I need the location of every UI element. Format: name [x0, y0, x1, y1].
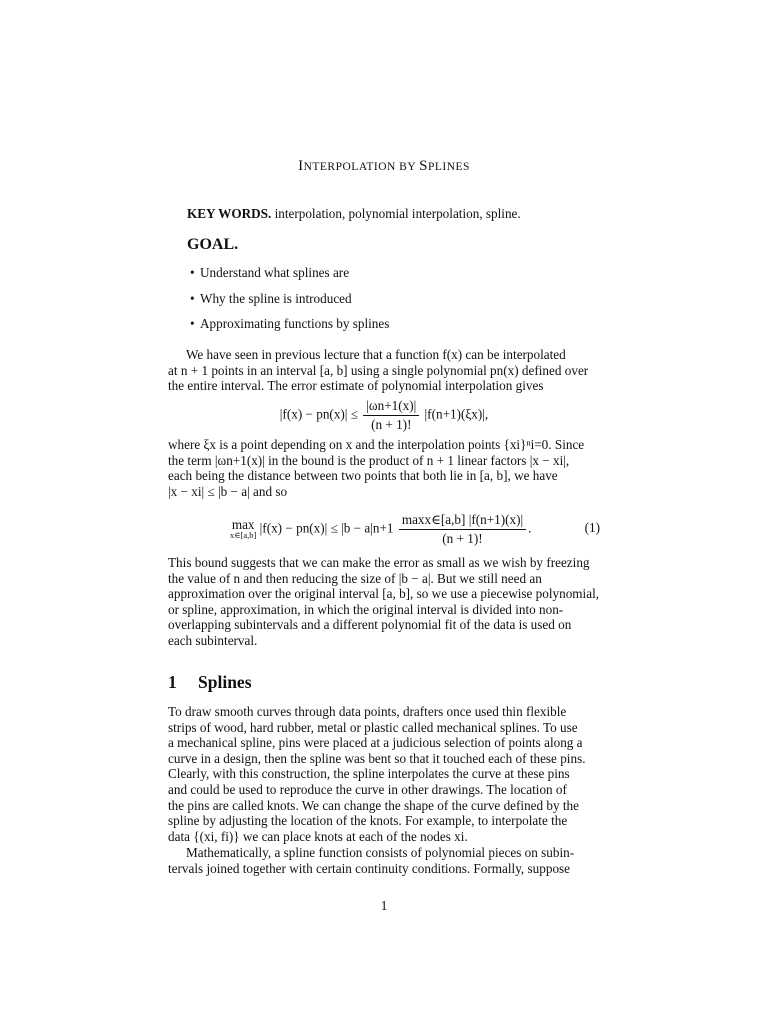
list-item: • Why the spline is introduced — [190, 290, 352, 306]
text-line: each being the distance between two points that both lie in [a, b], we have — [168, 468, 558, 484]
text-line: the value of n and then reducing the size of |b − a|. But we still need an — [168, 570, 542, 586]
list-item: • Understand what splines are — [190, 265, 350, 280]
equation-error-estimate — [0, 398, 768, 433]
paragraph-bound — [168, 437, 600, 499]
paragraph-intro — [168, 347, 600, 394]
equation-fraction — [399, 512, 526, 547]
text-line: a mechanical spline, pins were placed at a judicious selection of points along a — [168, 735, 583, 751]
text-line: This bound suggests that we can make the error as small as we wish by freezing — [168, 555, 590, 570]
text-line: or spline, approximation, in which the original interval is divided into non- — [168, 601, 564, 617]
text-line: We have seen in previous lecture that a function f(x) can be interpolated — [186, 347, 566, 362]
equation-lhs: |f(x) − pn(x)| ≤ — [279, 406, 358, 422]
text-line: To draw smooth curves through data points, drafters once used thin flexible — [168, 704, 567, 719]
text-line: where ξx is a point depending on x and the interpolation points {xi}ⁿi=0. Since — [168, 437, 585, 452]
text-line: the pins are called knots. We can change the shape of the curve defined by the — [168, 797, 580, 813]
page-title: INTERPOLATION BY SPLINES — [298, 158, 470, 174]
bullet-icon: • — [190, 290, 195, 306]
goal-bullet-list — [190, 265, 389, 342]
keywords-label: KEY WORDS. — [187, 206, 272, 221]
document-page: INTERPOLATION BY SPLINES KEY WORDS. interpolation, polynomial interpolation, spline. GOAL. • Understand what splines are • Why the spline is introduced • Approximating functions by splines We have seen in previous lecture that a function f(x) can be interpolated at n + 1 points in an interval [a, b] using a single polynomial pn(x) defined over the entire interval. The error estimate of polynomial interpolation gives |f(x) − pn(x)| ≤ $\frac{|\omega n+1(x)|}{(n + 1)!}$ |f(n+1)(ξx)|, where ξx is a point depending on x and the interpolation points {xi}ⁿi=0. Since the term |ωn+1(x)| in the bound is the product of n + 1 linear factors |x − xi|, each being the distance between two points that both lie in [a, b], we have |x − xi| ≤ |b − a| and so max x∈[a,b] |f(x) − pn(x)| ≤ |b − a|n+1 $\frac{\max x\in[a,b] |f(n+1)(x)|}{(n + 1)!}$ . (1) This bound suggests that we can make the error as small as we wish by freezing the value of n and then reducing the size of |b − a|. But we still need an approximation over the original interval [a, b], so we use a piecewise polynomial, or spline, approximation, in which the original interval is divided into non- overlapping subintervals and a different polynomial fit of the data is used on each subinterval. 1 Splines To draw smooth curves through data points, drafters once used thin flexible strips of wood, hard rubber, metal or plastic called mechanical splines. To use a mechanical spline, pins were placed at a judicious selection of points along a curve in a design, then the spline was bent so that it touched each of these pins. Clearly, with this construction, the spline interpolates the curve at these pins and could be used to reproduce the curve in other drawings. The location of the pins are called knots. We can change the shape of the curve defined by the spline by adjusting the location of the knots. For example, to interpolate the data {(xi, fi)} we can place knots at each of the nodes xi. Mathematically, a spline function consists of polynomial pieces on subin- tervals joined together with certain continuity conditions. Formally, suppose 1 — [0, 0, 768, 1024]
text-line: data {(xi, fi)} we can place knots at each of the nodes xi. — [168, 828, 468, 844]
equation-lhs: |f(x) − pn(x)| ≤ |b − a|n+1 — [259, 520, 394, 536]
text-line: at n + 1 points in an interval [a, b] using a single polynomial pn(x) defined over — [168, 362, 589, 378]
page-number: 1 — [380, 898, 388, 913]
text-line: spline by adjusting the location of the knots. For example, to interpolate the — [168, 813, 568, 829]
keywords-line — [187, 206, 619, 222]
text-line: tervals joined together with certain continuity conditions. Formally, suppose — [168, 860, 571, 876]
text-line: the entire interval. The error estimate of polynomial interpolation gives — [168, 378, 544, 394]
text-line: strips of wood, hard rubber, metal or plastic called mechanical splines. To use — [168, 719, 578, 735]
text-line: Clearly, with this construction, the spline interpolates the curve at these pins — [168, 766, 570, 782]
equation-fraction — [363, 398, 419, 433]
equation-rhs: |f(n+1)(ξx)|, — [424, 406, 489, 422]
text-line: |x − xi| ≤ |b − a| and so — [168, 483, 288, 499]
text-line: Mathematically, a spline function consists of polynomial pieces on subin- — [186, 845, 575, 860]
fraction-denominator: (n + 1)! — [442, 531, 483, 546]
paragraph-spline-function — [168, 845, 600, 876]
fraction-denominator: (n + 1)! — [371, 417, 412, 432]
fraction-numerator: maxx∈[a,b] |f(n+1)(x)| — [399, 512, 526, 530]
keywords-text: interpolation, polynomial interpolation, spline. — [271, 206, 521, 221]
text-line: approximation over the original interval [a, b], so we use a piecewise polynomial, — [168, 586, 600, 602]
list-item: • Approximating functions by splines — [190, 316, 390, 331]
section-title: Splines — [198, 672, 252, 692]
bullet-icon: • — [190, 265, 195, 280]
paragraph-mechanical-splines — [168, 704, 600, 844]
bullet-icon: • — [190, 316, 195, 331]
paragraph-spline-intro — [168, 555, 600, 649]
text-line: each subinterval. — [168, 632, 258, 648]
text-line: curve in a design, then the spline was bent so that it touched each of these pins. — [168, 750, 586, 766]
section-heading — [168, 672, 252, 693]
goal-heading: GOAL. — [187, 236, 239, 253]
text-line: overlapping subintervals and a different polynomial fit of the data is used on — [168, 617, 572, 633]
section-number: 1 — [168, 672, 177, 692]
max-operator: max x∈[a,b] — [230, 516, 257, 540]
equation-number: (1) — [584, 520, 600, 535]
fraction-numerator: |ωn+1(x)| — [363, 398, 419, 416]
text-line: and could be used to reproduce the curve in other drawings. The location of — [168, 781, 567, 797]
text-line: the term |ωn+1(x)| in the bound is the product of n + 1 linear factors |x − xi|, — [168, 452, 570, 468]
